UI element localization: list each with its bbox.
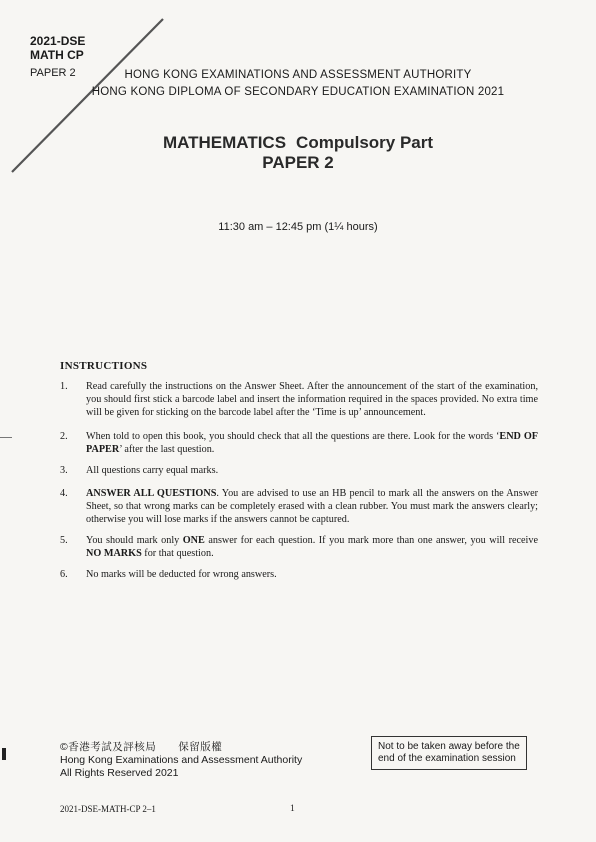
copyright-zh-rights: 保留版權 [178,741,223,753]
copyright-zh-org: ©香港考試及評核局 [60,741,157,753]
margin-tick [0,437,12,438]
corner-subject-code: MATH CP [30,48,84,62]
scan-mark [2,748,6,760]
footer-code: 2021-DSE-MATH-CP 2–1 [60,804,156,814]
part-title: Compulsory Part [296,133,434,152]
instruction-item: 2. When told to open this book, you should check that all the questions are there. Look for the words ‘END OF PAPER’ after the last question. [60,431,538,455]
instruction-item: 3. All questions carry equal marks. [60,465,219,476]
page-number: 1 [290,804,295,814]
instruction-item: 6. No marks will be deducted for wrong answers. [60,569,277,580]
copyright-en-org: Hong Kong Examinations and Assessment Authority [60,754,303,766]
instructions-heading: INSTRUCTIONS [60,360,148,372]
exam-name: HONG KONG DIPLOMA OF SECONDARY EDUCATION EXAMINATION 2021 [91,86,505,98]
corner-exam-code: 2021-DSE [30,34,86,48]
authority-name: HONG KONG EXAMINATIONS AND ASSESSMENT AUTHORITY [124,69,472,81]
paper-title [0,133,596,153]
subject-title: MATHEMATICS [162,133,287,152]
copyright-en-rights: All Rights Reserved 2021 [60,767,179,779]
exam-time: 11:30 am – 12:45 pm (1¼ hours) [218,221,378,233]
copyright-block [60,741,302,780]
paper-number: PAPER 2 [262,153,334,172]
instruction-item: 1. Read carefully the instructions on the Answer Sheet. After the announcement of the start of the examination, you should first stick a barcode label and insert the information required in the spaces provided. No extra time will be given for sticking on the barcode label after the ‘Time is up’ announcement. [60,381,538,418]
instruction-item: 4. ANSWER ALL QUESTIONS. You are advised to use an HB pencil to mark all the answers on the Answer Sheet, so that wrong marks can be completely erased with a clean rubber. You must mark the answers clearly; otherwise you will lose marks if the answers cannot be captured. [60,488,538,525]
take-away-notice: Not to be taken away before the end of the examination session [371,736,527,770]
corner-paper: PAPER 2 [30,67,76,79]
instruction-item: 5. You should mark only ONE answer for each question. If you mark more than one answer, you will receive NO MARKS for that question. [60,535,538,559]
